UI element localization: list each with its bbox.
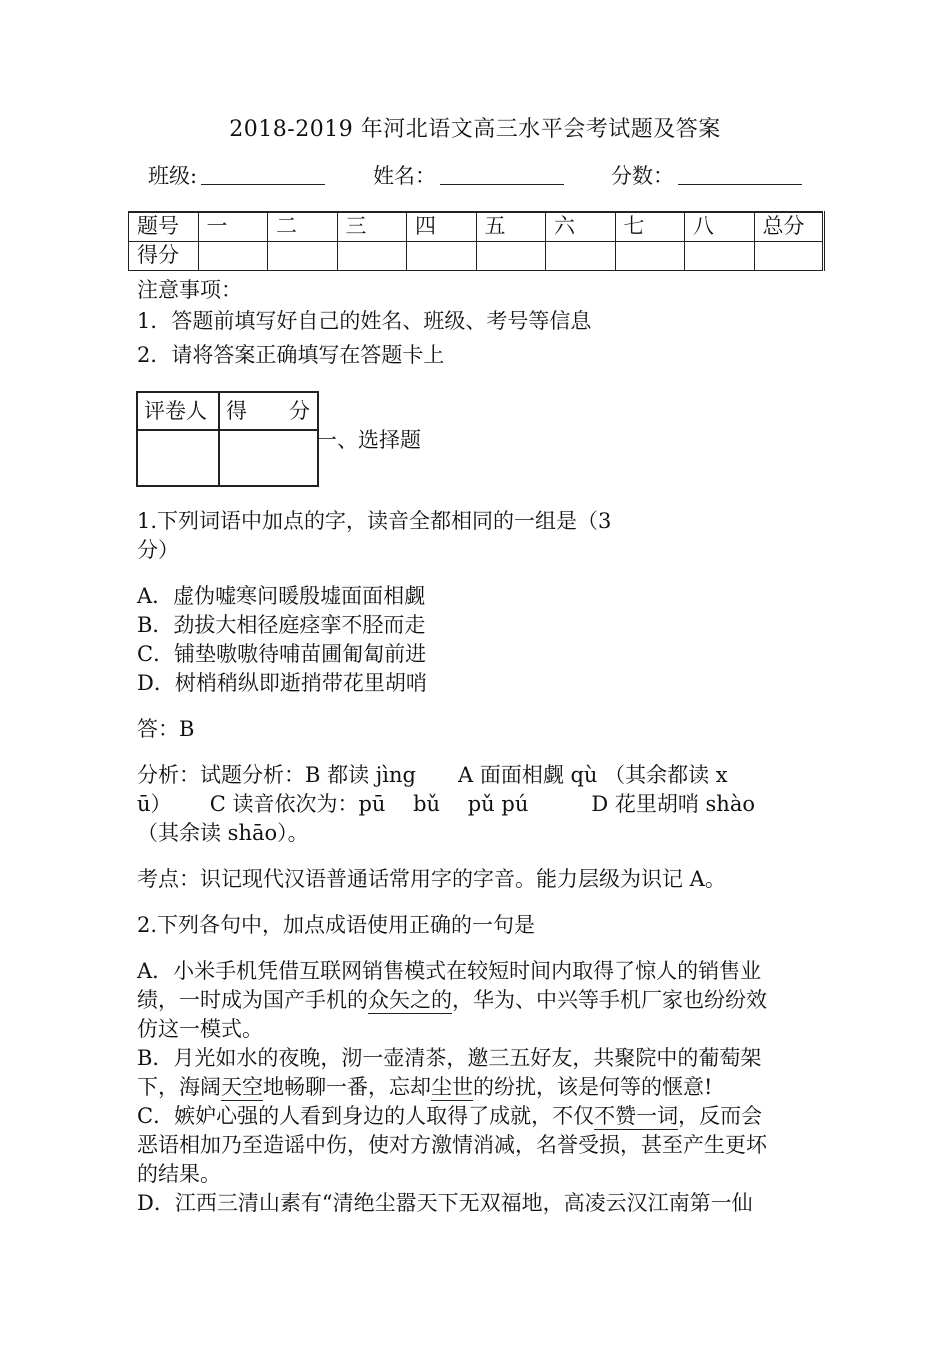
q1-analysis: 分析：试题分析：B 都读 jìng A 面面相觑 qù （其余都读 x	[137, 763, 728, 787]
grader-box	[136, 391, 319, 487]
score-cell[interactable]	[546, 242, 616, 271]
idiom-underlined: 不赞一词	[594, 1104, 679, 1128]
score-cell[interactable]	[337, 242, 407, 271]
page-title: 2018-2019 年河北语文高三水平会考试题及答案	[229, 117, 721, 142]
q2-option-d: D．江西三清山素有“清绝尘嚣天下无双福地，高凌云汉江南第一仙	[137, 1191, 753, 1215]
score-cell[interactable]	[198, 242, 268, 271]
q2-stem: 2.下列各句中，加点成语使用正确的一句是	[137, 913, 536, 937]
text-run: 绩，一时成为国产手机的	[137, 988, 368, 1012]
header-cell: 五	[476, 212, 546, 242]
score-cell[interactable]	[407, 242, 477, 271]
q1-stem: 1.下列词语中加点的字，读音全都相同的一组是（3	[137, 509, 612, 533]
q2-option-c-cont: 恶语相加乃至造谣中伤，使对方激情消减，名誉受损，甚至产生更坏	[137, 1133, 767, 1157]
class-blank[interactable]	[201, 162, 325, 185]
q2-option-c	[137, 1100, 762, 1130]
q1-option-a: A．虚伪嘘寒问暖殷墟面面相觑	[137, 584, 426, 608]
section-title: 一、选择题	[316, 428, 421, 452]
q1-option-d: D．树梢稍纵即逝捎带花里胡哨	[137, 671, 427, 695]
note-item: 2．请将答案正确填写在答题卡上	[137, 343, 445, 367]
class-label: 班级:	[148, 164, 198, 188]
q1-option-b: B．劲拔大相径庭痉挛不胫而走	[137, 613, 426, 637]
q1-answer: 答：B	[137, 717, 195, 741]
score-table	[128, 211, 825, 271]
score-blank[interactable]	[678, 162, 802, 185]
q1-option-c: C．铺垫嗷嗷待哺苗圃匍匐前进	[137, 642, 427, 666]
note-item: 1．答题前填写好自己的姓名、班级、考号等信息	[137, 309, 592, 333]
reviewer-label: 评卷人	[137, 392, 219, 430]
q1-analysis-cont: （其余读 shāo）。	[137, 821, 309, 845]
name-field	[373, 160, 564, 190]
text-run: ，反而会	[678, 1104, 763, 1128]
q2-option-a-cont: 仿这一模式。	[137, 1017, 263, 1041]
q2-option-a: A．小米手机凭借互联网销售模式在较短时间内取得了惊人的销售业	[137, 959, 762, 983]
q2-option-b-cont	[137, 1071, 712, 1101]
header-cell: 题号	[129, 212, 199, 242]
header-cell: 三	[337, 212, 407, 242]
header-cell: 二	[268, 212, 338, 242]
row-label-cell: 得分	[129, 242, 199, 271]
text-run: 下，海阔	[137, 1075, 221, 1099]
score-cell[interactable]	[685, 242, 755, 271]
score-cell[interactable]	[615, 242, 685, 271]
reviewer-cell[interactable]	[137, 430, 219, 486]
name-blank[interactable]	[440, 162, 564, 185]
q1-analysis-cont: ū） C 读音依次为：pū bǔ pǔ pú D 花里胡哨 shào	[137, 792, 755, 816]
q2-option-a-cont	[137, 984, 767, 1014]
header-cell: 六	[546, 212, 616, 242]
score-label: 分数：	[611, 164, 674, 188]
name-label: 姓名：	[373, 164, 436, 188]
header-cell: 七	[615, 212, 685, 242]
q1-stem-cont: 分）	[137, 538, 179, 562]
text-run: 的纷扰，该是何等的惬意!	[473, 1075, 713, 1099]
score-cell[interactable]	[268, 242, 338, 271]
score-cell[interactable]	[476, 242, 546, 271]
idiom-underlined: 尘世	[431, 1075, 473, 1099]
header-cell: 四	[407, 212, 477, 242]
score-table-row	[129, 242, 824, 271]
grader-score-cell[interactable]	[219, 430, 318, 486]
class-field	[148, 160, 325, 190]
header-cell: 八	[685, 212, 755, 242]
q2-option-c-cont: 的结果。	[137, 1162, 221, 1186]
notes-heading: 注意事项：	[137, 278, 242, 302]
score-table-header-row	[129, 212, 824, 242]
text-run: C．嫉妒心强的人看到身边的人取得了成就，不仅	[137, 1104, 595, 1128]
idiom-underlined: 众矢之的	[368, 988, 452, 1012]
header-cell: 总分	[754, 212, 824, 242]
header-cell: 一	[198, 212, 268, 242]
grader-score-label: 得 分	[219, 392, 318, 430]
score-cell[interactable]	[754, 242, 824, 271]
q2-option-b: B．月光如水的夜晚，沏一壶清茶，邀三五好友，共聚院中的葡萄架	[137, 1046, 762, 1070]
text-run: ，华为、中兴等手机厂家也纷纷效	[452, 988, 767, 1012]
idiom-underlined: 天空	[221, 1075, 263, 1099]
text-run: 地畅聊一番，忘却	[263, 1075, 431, 1099]
q1-point: 考点：识记现代汉语普通话常用字的字音。能力层级为识记 A。	[137, 867, 726, 891]
score-field	[611, 160, 802, 190]
